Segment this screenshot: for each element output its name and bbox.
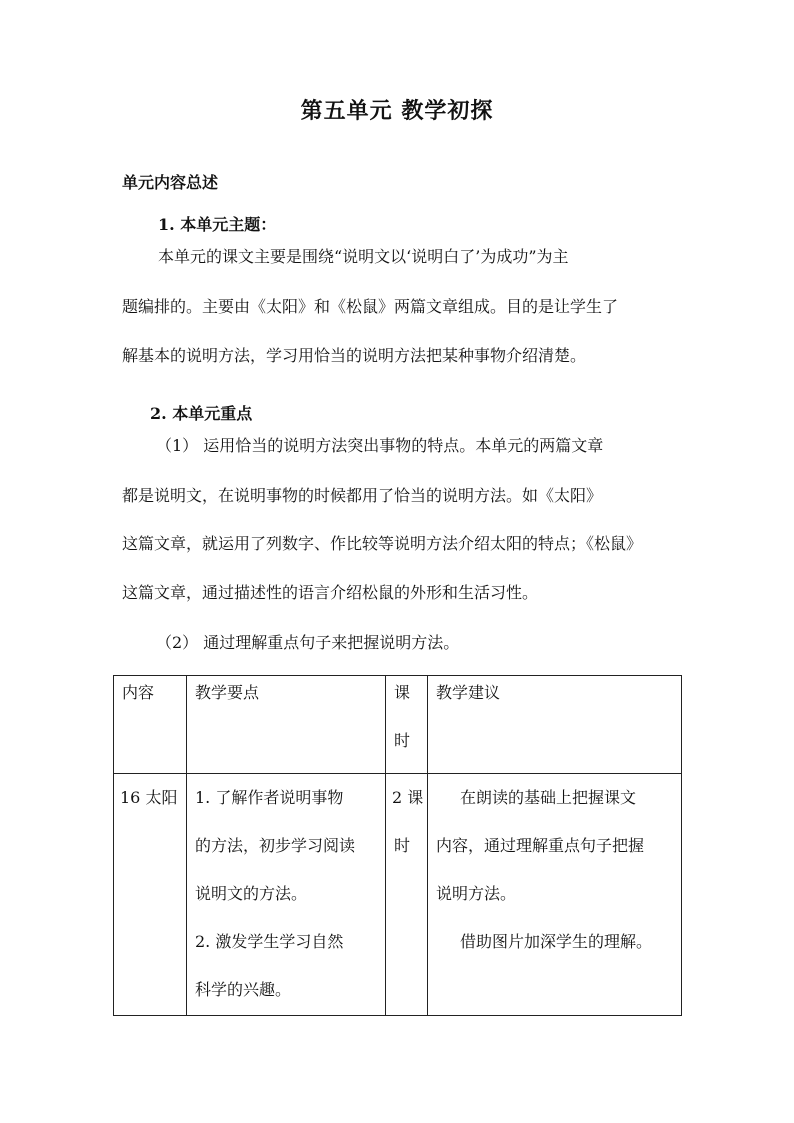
row-hours-1: 2 课: [392, 788, 424, 807]
header-suggestions-cell: [428, 676, 682, 774]
item1-line-2: 题编排的。主要由《太阳》和《松鼠》两篇文章组成。目的是让学生了: [122, 297, 619, 316]
header-suggestions: 教学建议: [436, 683, 501, 702]
key-point-line-2: 的方法，初步学习阅读: [195, 836, 356, 855]
row-suggestions-cell: [428, 774, 682, 1016]
header-content: 内容: [122, 683, 155, 702]
item1-heading: 1. 本单元主题：: [158, 215, 277, 234]
item2-point1-line-2: 都是说明文，在说明事物的时候都用了恰当的说明方法。如《太阳》: [122, 486, 603, 505]
item1-line-3: 解基本的说明方法，学习用恰当的说明方法把某种事物介绍清楚。: [122, 346, 587, 365]
row-content-cell: [114, 774, 187, 1016]
row-key-points-cell: [187, 774, 386, 1016]
key-point-line-3: 说明文的方法。: [195, 884, 308, 903]
page-title: 第五单元 教学初探: [300, 98, 494, 124]
suggestion-line-1: 在朗读的基础上把握课文: [460, 788, 637, 807]
key-point-line-4: 2. 激发学生学习自然: [195, 932, 344, 951]
teaching-plan-table: [113, 675, 682, 1016]
section-heading: 单元内容总述: [122, 173, 219, 192]
table-row: [114, 774, 682, 1016]
item1-line-1: 本单元的课文主要是围绕“说明文以‘说明白了’为成功”为主: [158, 247, 569, 266]
header-key-points: 教学要点: [195, 683, 260, 702]
item2-heading: 2. 本单元重点: [150, 404, 253, 423]
row-hours-2: 时: [394, 836, 411, 855]
item2-point2: （2） 通过理解重点句子来把握说明方法。: [156, 633, 460, 652]
suggestion-line-2: 内容，通过理解重点句子把握: [436, 836, 645, 855]
header-hours-1: 课: [394, 683, 411, 702]
suggestion-line-3: 说明方法。: [436, 884, 517, 903]
table-header-row: [114, 676, 682, 774]
header-hours-cell: [386, 676, 428, 774]
suggestion-line-4: 借助图片加深学生的理解。: [460, 932, 653, 951]
row-content: 16 太阳: [120, 788, 178, 807]
header-content-cell: [114, 676, 187, 774]
item2-point1-line-1: （1） 运用恰当的说明方法突出事物的特点。本单元的两篇文章: [156, 436, 604, 455]
header-key-points-cell: [187, 676, 386, 774]
header-hours-2: 时: [394, 731, 411, 750]
key-point-line-1: 1. 了解作者说明事物: [195, 788, 344, 807]
key-point-line-5: 科学的兴趣。: [195, 980, 292, 999]
item2-point1-line-3: 这篇文章，就运用了列数字、作比较等说明方法介绍太阳的特点；《松鼠》: [122, 534, 643, 553]
item2-point1-line-4: 这篇文章，通过描述性的语言介绍松鼠的外形和生活习性。: [122, 583, 539, 602]
row-hours-cell: [386, 774, 428, 1016]
